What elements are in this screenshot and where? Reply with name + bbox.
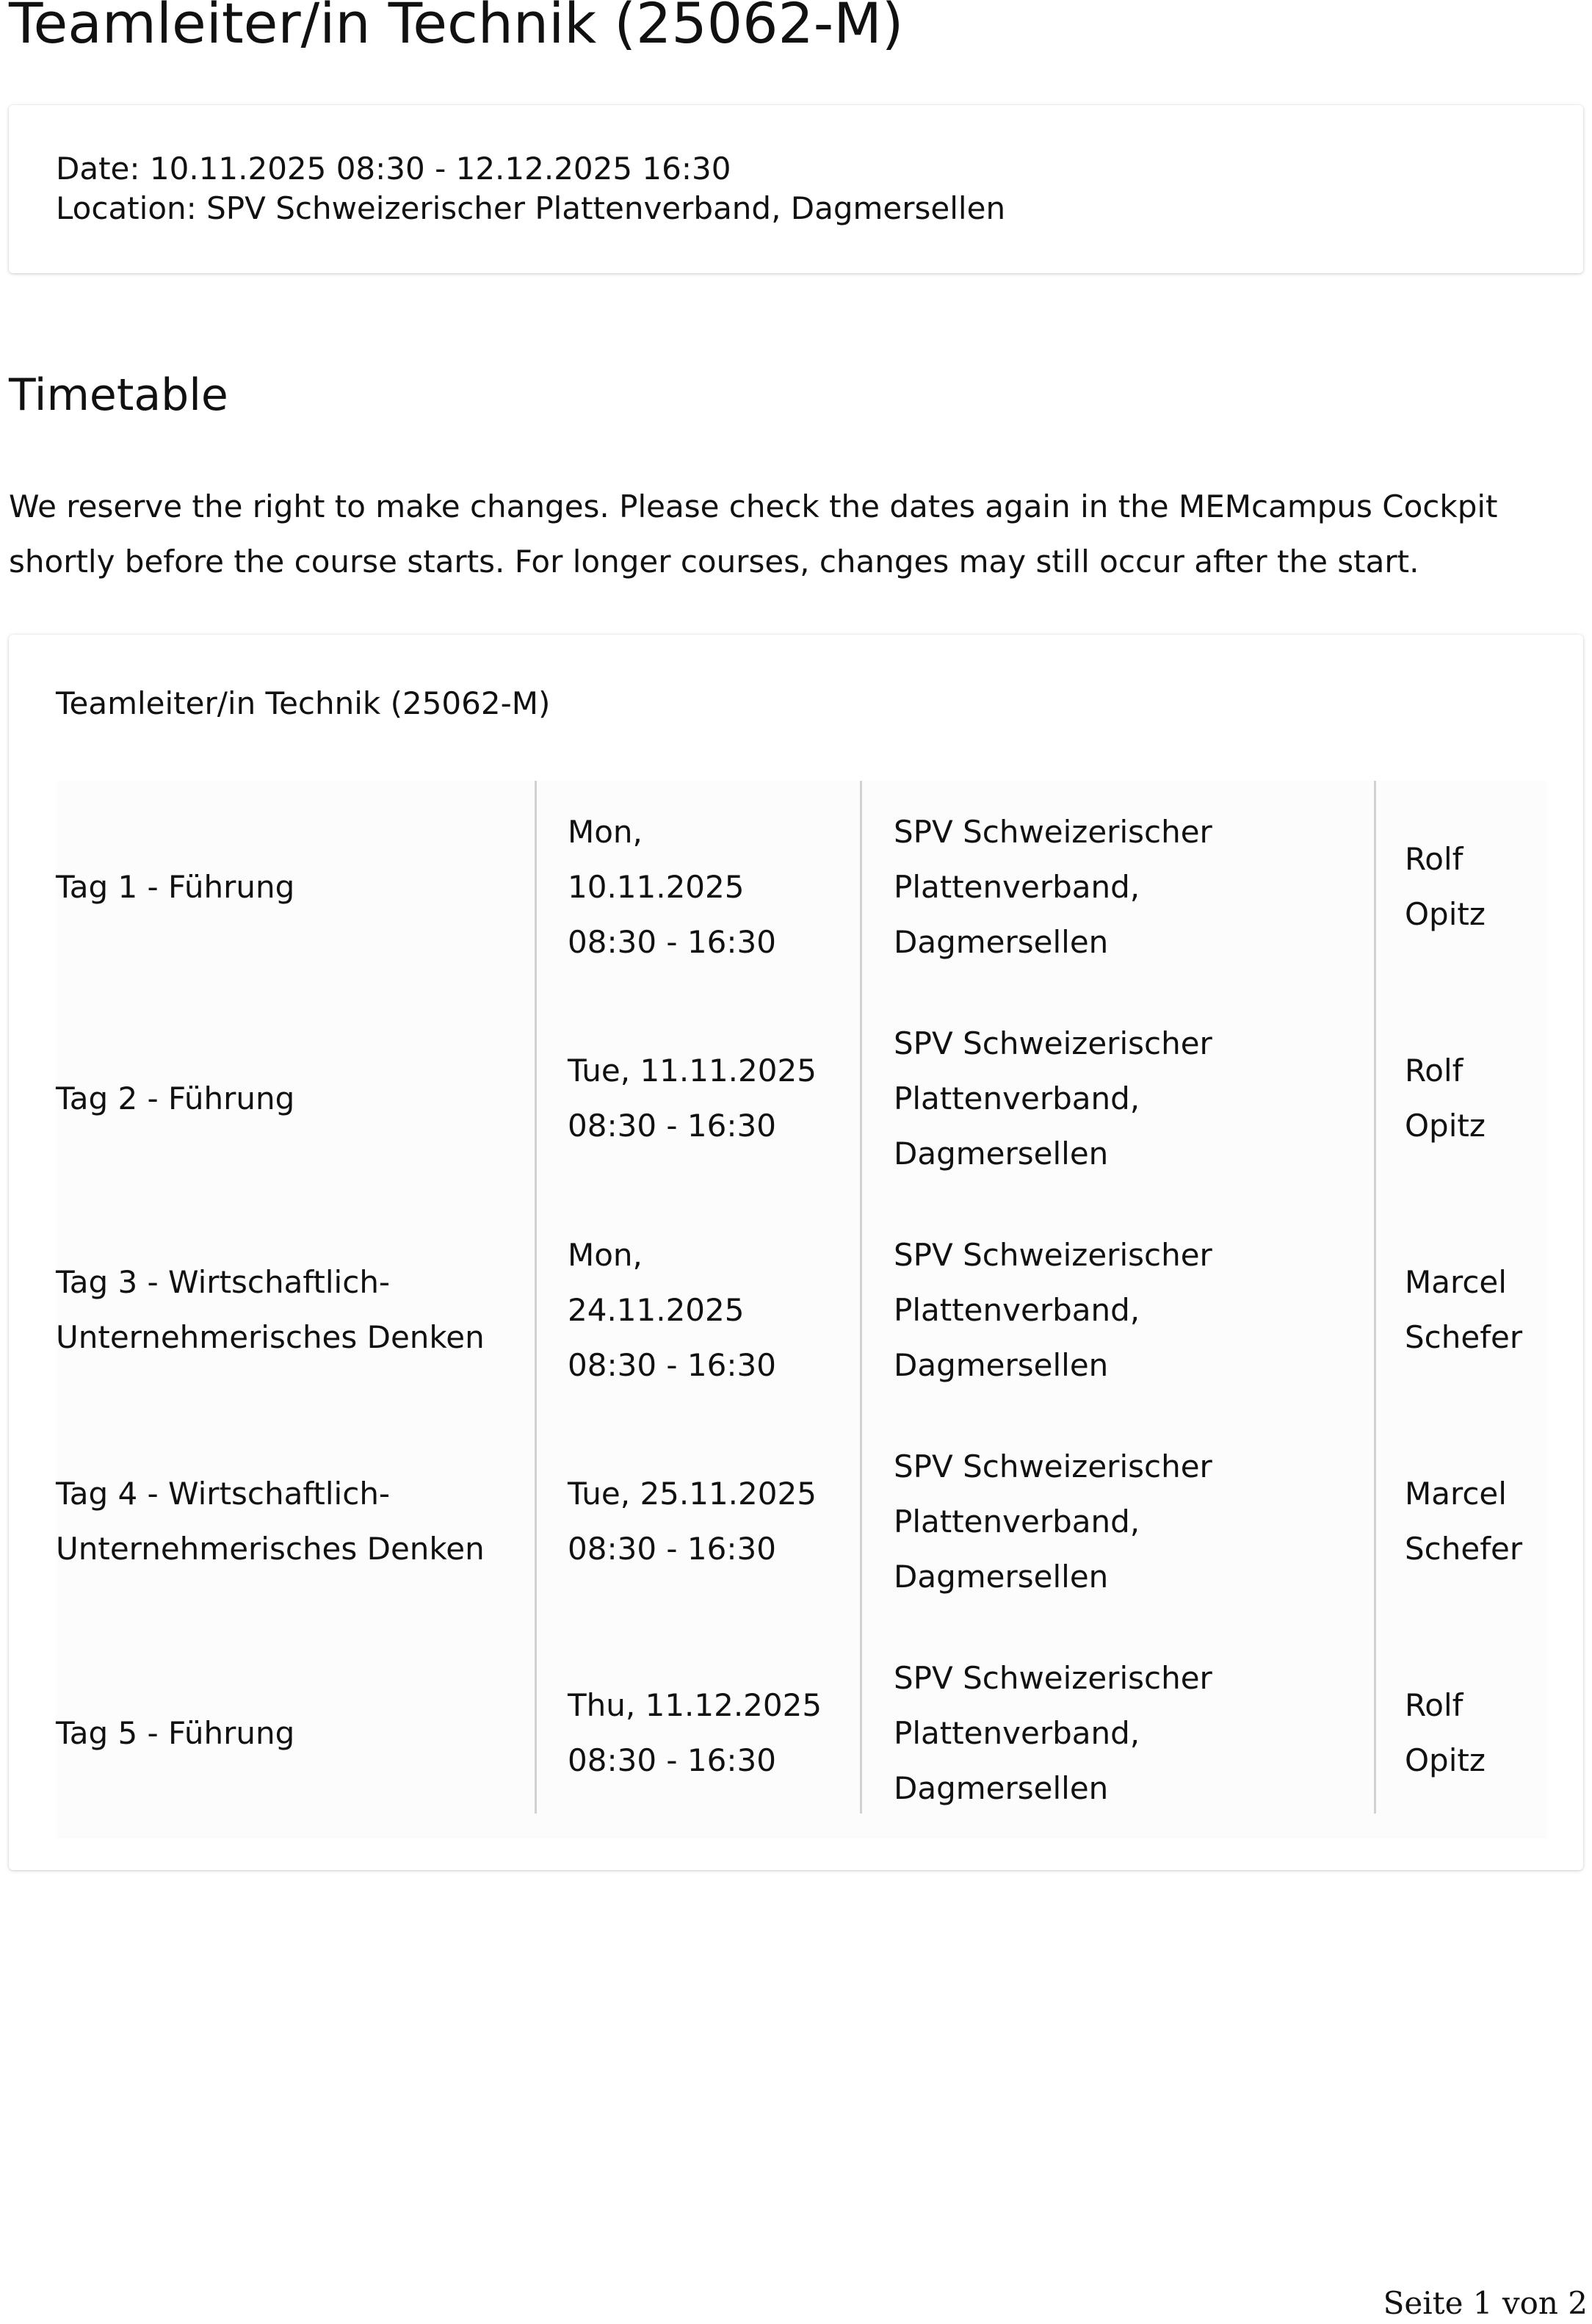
column-divider [535, 781, 537, 1814]
session-instructor [1405, 1627, 1552, 1838]
session-instructor-line: Opitz [1405, 896, 1486, 932]
session-instructor-line: Marcel [1405, 1264, 1507, 1300]
page-title: Teamleiter/in Technik (25062-M) [9, 0, 904, 56]
session-title-line: Tag 3 - Wirtschaftlich- [56, 1264, 391, 1300]
session-instructor-text [1405, 831, 1486, 942]
session-title [56, 1204, 527, 1415]
table-row [56, 1415, 1548, 1627]
session-location [894, 1204, 1349, 1415]
session-title-text [56, 1255, 485, 1365]
session-location [894, 1627, 1349, 1838]
session-location-line: Dagmersellen [894, 923, 1109, 960]
timetable [56, 781, 1548, 1814]
session-location-line: Dagmersellen [894, 1558, 1109, 1595]
session-date-line: Tue, 11.11.2025 [568, 1053, 817, 1089]
session-title [56, 992, 527, 1204]
session-location-text [894, 804, 1212, 970]
course-location: Location: SPV Schweizerischer Plattenverband, Dagmersellen [56, 190, 1006, 226]
session-instructor-line: Rolf [1405, 1053, 1463, 1089]
session-location-text [894, 1227, 1212, 1393]
session-date [568, 1204, 883, 1415]
session-date-line: 08:30 - 16:30 [568, 1346, 776, 1383]
session-location-line: Dagmersellen [894, 1135, 1109, 1172]
session-instructor-line: Rolf [1405, 841, 1463, 877]
table-row [56, 1627, 1548, 1838]
session-location-line: Plattenverband, [894, 1080, 1140, 1116]
timetable-note: We reserve the right to make changes. Please check the dates again in the MEMcampus Cockpit shortly before the course starts. For longer courses, changes may still occur after the start. [9, 488, 1498, 580]
session-location-line: Dagmersellen [894, 1769, 1109, 1806]
session-location [894, 781, 1349, 992]
session-date [568, 1627, 883, 1838]
session-title [56, 1627, 527, 1838]
session-location-line: Dagmersellen [894, 1346, 1109, 1383]
session-date-text [568, 1678, 822, 1788]
session-date-line: 10.11.2025 [568, 868, 745, 905]
session-title-text [56, 1071, 294, 1126]
session-date-line: Mon, [568, 1236, 643, 1273]
timetable-caption: Teamleiter/in Technik (25062-M) [56, 685, 551, 721]
session-date-text [568, 1227, 776, 1393]
session-location-line: SPV Schweizerischer [894, 1236, 1212, 1273]
session-title-line: Unternehmerisches Denken [56, 1319, 485, 1355]
session-instructor [1405, 781, 1552, 992]
session-location-line: SPV Schweizerischer [894, 1659, 1212, 1696]
table-row [56, 1204, 1548, 1415]
session-date-line: 08:30 - 16:30 [568, 1108, 776, 1144]
session-title-line: Tag 5 - Führung [56, 1714, 295, 1751]
session-title [56, 781, 527, 992]
session-location-line: Plattenverband, [894, 1714, 1140, 1751]
session-location-line: SPV Schweizerischer [894, 1025, 1212, 1061]
session-instructor-text [1405, 1678, 1486, 1788]
session-title-line: Tag 4 - Wirtschaftlich- [56, 1476, 391, 1512]
session-date-text [568, 1466, 817, 1576]
session-location [894, 1415, 1349, 1627]
session-date-line: 08:30 - 16:30 [568, 923, 776, 960]
session-date-text [568, 1043, 817, 1153]
session-instructor-text [1405, 1043, 1486, 1153]
session-title-line: Tag 2 - Führung [56, 1080, 295, 1116]
session-instructor-line: Rolf [1405, 1687, 1463, 1723]
session-location-line: Plattenverband, [894, 868, 1140, 905]
session-instructor [1405, 1415, 1552, 1627]
session-instructor-text [1405, 1466, 1522, 1576]
session-instructor-line: Schefer [1405, 1319, 1523, 1355]
timetable-heading: Timetable [9, 369, 228, 421]
session-date [568, 992, 883, 1204]
session-date-line: 08:30 - 16:30 [568, 1742, 776, 1778]
session-instructor-line: Marcel [1405, 1476, 1507, 1512]
session-title-line: Tag 1 - Führung [56, 868, 295, 905]
session-instructor-line: Opitz [1405, 1108, 1486, 1144]
session-date-line: Thu, 11.12.2025 [568, 1687, 822, 1723]
session-location-text [894, 1650, 1212, 1816]
course-date: Date: 10.11.2025 08:30 - 12.12.2025 16:30 [56, 151, 731, 187]
session-location-text [894, 1439, 1212, 1604]
session-date [568, 1415, 883, 1627]
session-title-line: Unternehmerisches Denken [56, 1531, 485, 1567]
session-location-line: SPV Schweizerischer [894, 1448, 1212, 1484]
session-date-line: 24.11.2025 [568, 1291, 745, 1328]
session-title [56, 1415, 527, 1627]
session-location-line: Plattenverband, [894, 1503, 1140, 1540]
table-row [56, 781, 1548, 992]
session-date-text [568, 804, 776, 970]
column-divider [860, 781, 862, 1814]
session-instructor-line: Schefer [1405, 1531, 1523, 1567]
table-row [56, 992, 1548, 1204]
session-instructor [1405, 1204, 1552, 1415]
session-instructor-text [1405, 1255, 1522, 1365]
session-instructor [1405, 992, 1552, 1204]
session-title-text [56, 859, 294, 914]
session-location-line: Plattenverband, [894, 1291, 1140, 1328]
session-date-line: 08:30 - 16:30 [568, 1531, 776, 1567]
session-title-text [56, 1466, 485, 1576]
session-location-line: SPV Schweizerischer [894, 813, 1212, 850]
session-title-text [56, 1706, 294, 1761]
session-date [568, 781, 883, 992]
session-location [894, 992, 1349, 1204]
session-date-line: Mon, [568, 813, 643, 850]
session-date-line: Tue, 25.11.2025 [568, 1476, 817, 1512]
page-number: Seite 1 von 2 [1383, 2285, 1588, 2321]
session-location-text [894, 1016, 1212, 1181]
session-instructor-line: Opitz [1405, 1742, 1486, 1778]
column-divider [1374, 781, 1376, 1814]
